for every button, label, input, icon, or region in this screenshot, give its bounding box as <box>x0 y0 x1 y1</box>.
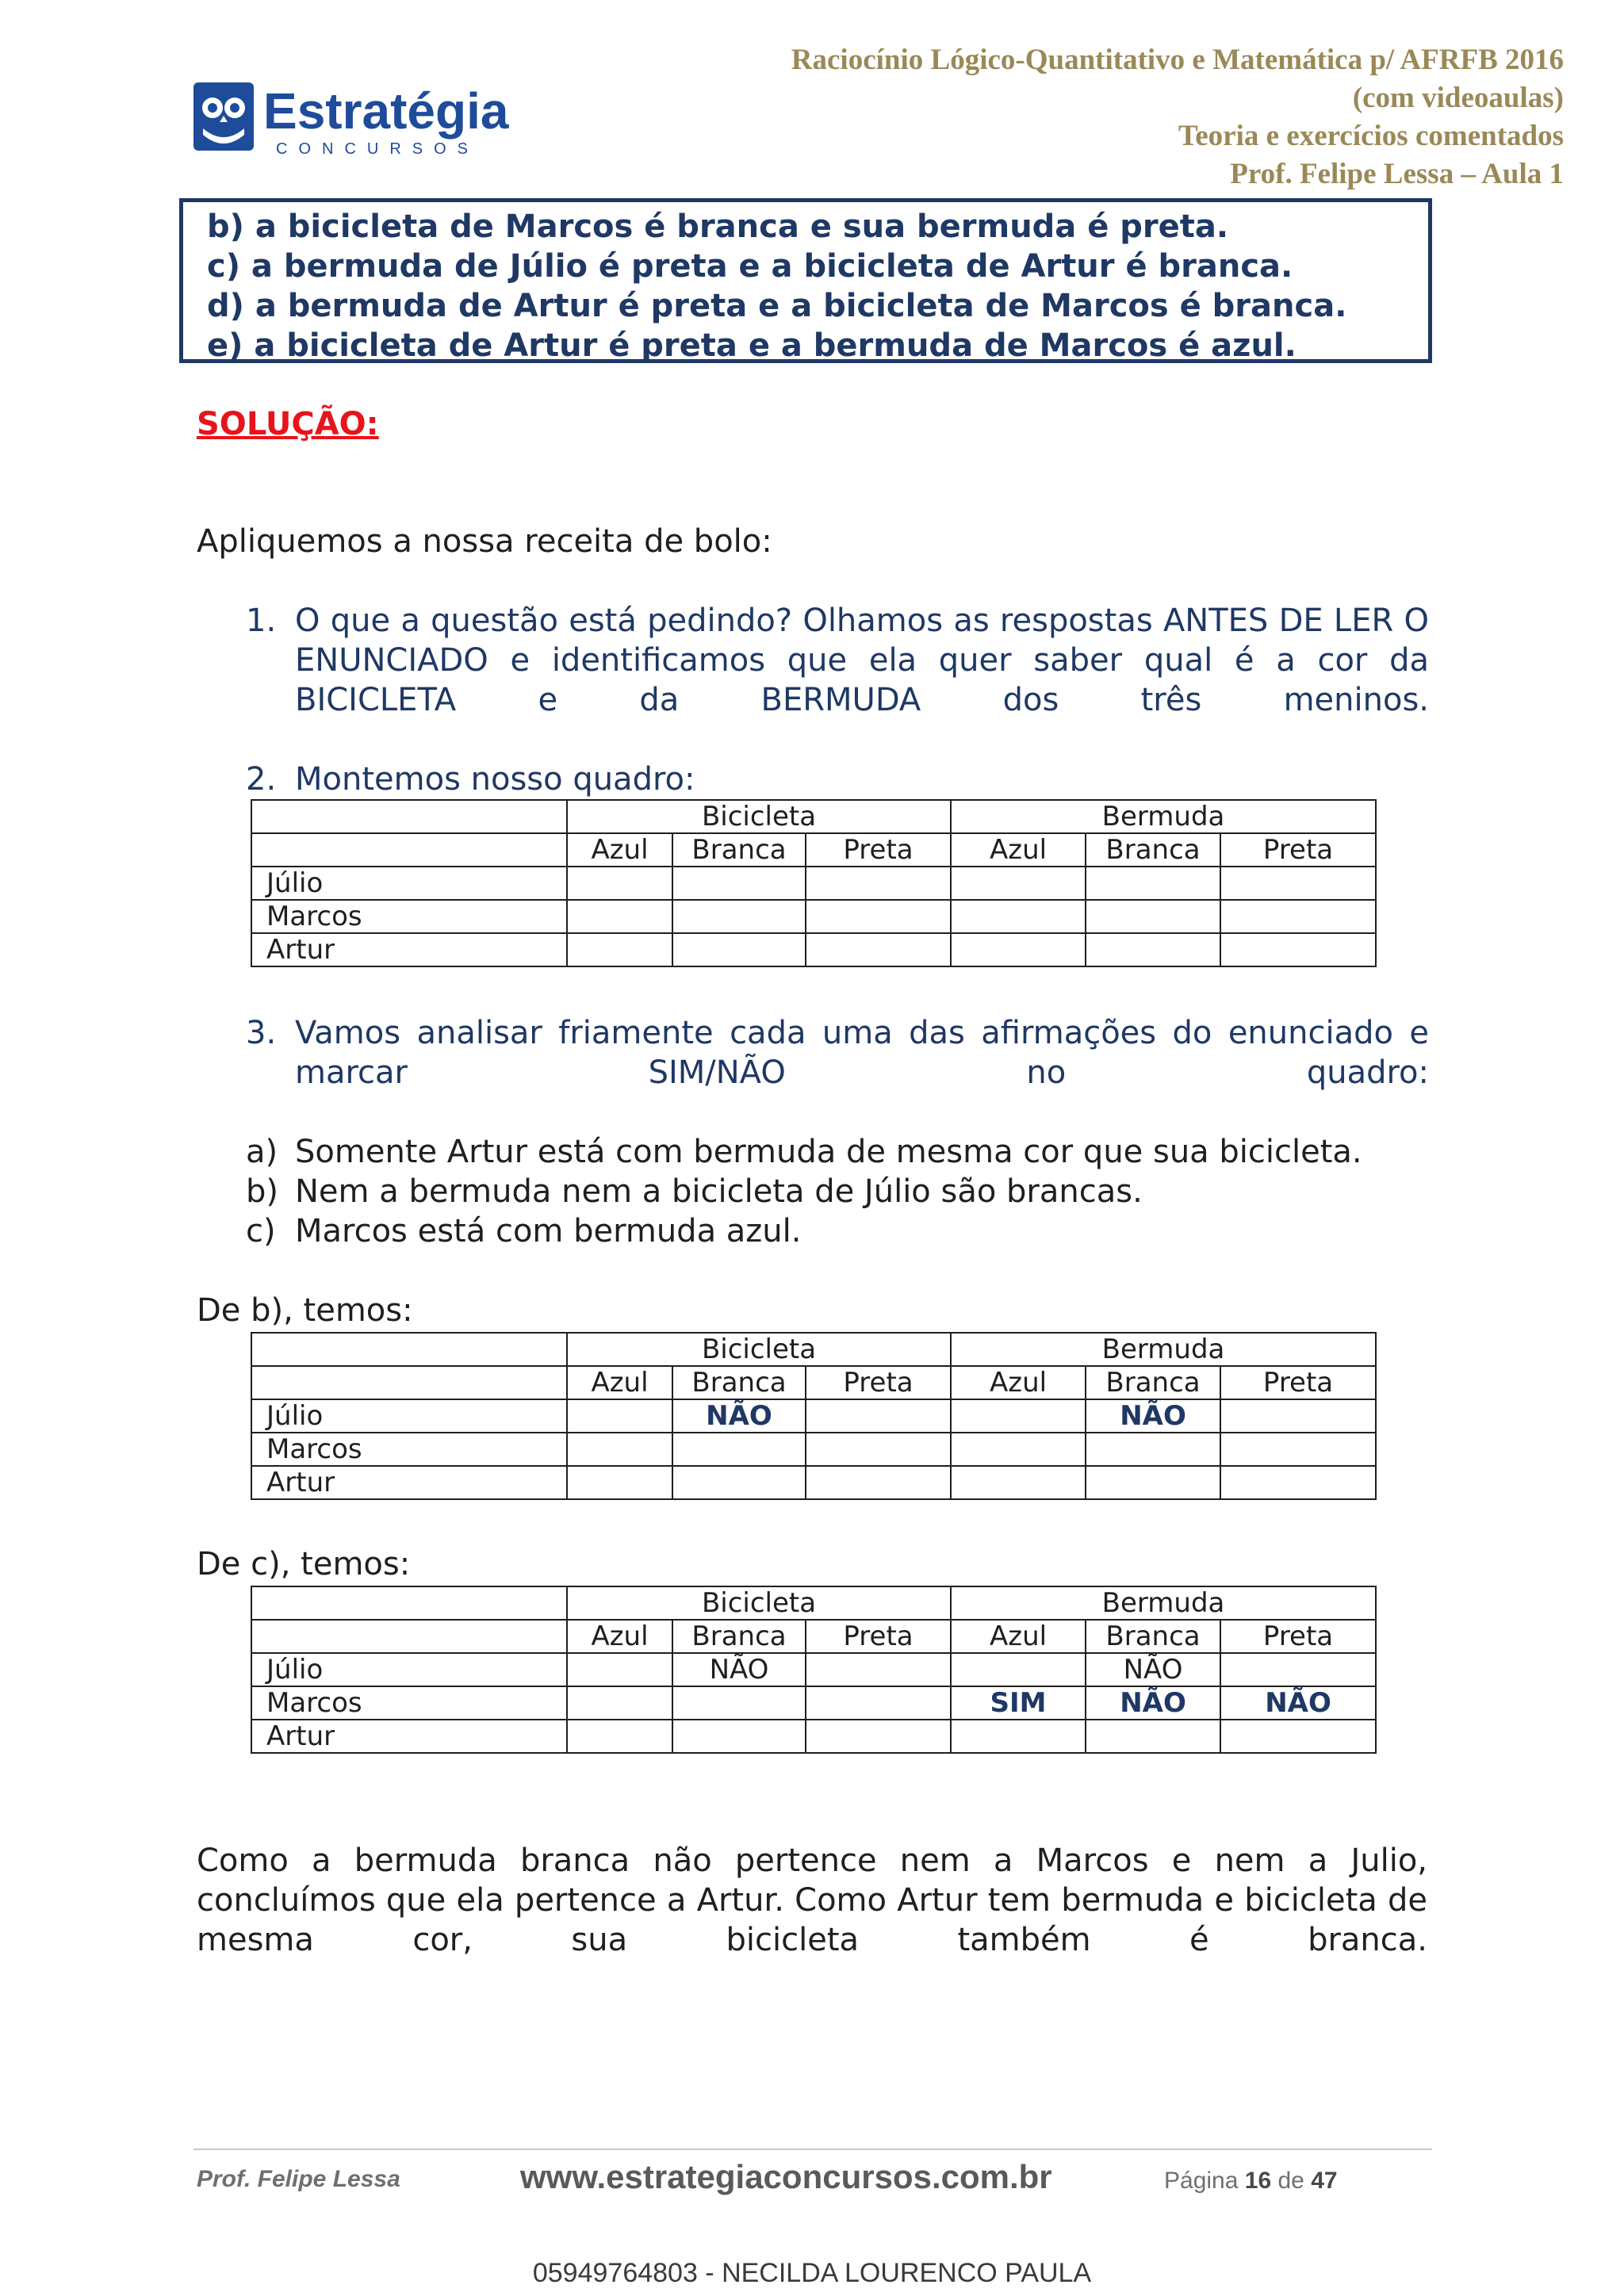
statement-b-text: Nem a bermuda nem a bicicleta de Júlio são brancas. <box>295 1173 1143 1210</box>
col-header: Azul <box>567 1620 672 1653</box>
row-name: Artur <box>251 1720 567 1753</box>
col-header: Branca <box>672 1366 806 1399</box>
step1-text: O que a questão está pedindo? Olhamos as respostas ANTES DE LER O ENUNCIADO e identificamos que ela quer saber qual é a cor da BICICLETA e da BERMUDA dos três meninos. <box>295 603 1429 718</box>
table-row <box>251 1466 1376 1499</box>
option-d: d) a bermuda de Artur é preta e a bicicleta de Marcos é branca. <box>207 288 1347 324</box>
footer-website-link[interactable]: www.estrategiaconcursos.com.br <box>520 2158 1052 2195</box>
row-name: Marcos <box>251 1433 567 1466</box>
document-header <box>612 41 1564 193</box>
header-bermuda: Bermuda <box>951 800 1376 833</box>
statement-a-letter: a) <box>246 1134 278 1170</box>
table-row: Júlio NÃO NÃO <box>251 1653 1376 1686</box>
header-bermuda: Bermuda <box>951 1333 1376 1366</box>
step1-number: 1. <box>246 603 277 639</box>
col-header: Branca <box>1086 1620 1220 1653</box>
step3-number: 3. <box>246 1015 277 1051</box>
header-bicicleta: Bicicleta <box>567 1586 951 1620</box>
table-row <box>251 1433 1376 1466</box>
col-header: Preta <box>1220 1366 1376 1399</box>
row-name: Marcos <box>251 900 567 933</box>
footer-page-number: Página 16 de 47 <box>1164 2168 1338 2194</box>
header-bicicleta: Bicicleta <box>567 1333 951 1366</box>
row-name: Júlio <box>251 867 567 900</box>
table-row <box>251 1720 1376 1753</box>
col-header: Branca <box>1086 833 1220 867</box>
col-header: Branca <box>672 833 806 867</box>
intro-text: Apliquemos a nossa receita de bolo: <box>197 523 772 560</box>
row-name: Artur <box>251 1466 567 1499</box>
option-b: b) a bicicleta de Marcos é branca e sua bermuda é preta. <box>207 209 1229 245</box>
header-content-type: Teoria e exercícios comentados <box>1178 120 1564 152</box>
col-header: Preta <box>806 1366 951 1399</box>
col-header: Azul <box>567 1366 672 1399</box>
header-course-title: Raciocínio Lógico-Quantitativo e Matemática p/ AFRFB 2016 <box>791 44 1564 76</box>
statement-c-letter: c) <box>246 1213 276 1249</box>
statement-b-letter: b) <box>246 1173 278 1210</box>
grid-table-after-b <box>251 1332 1377 1500</box>
from-c-label: De c), temos: <box>197 1546 411 1582</box>
header-professor-lesson: Prof. Felipe Lessa – Aula 1 <box>1230 158 1564 190</box>
header-course-subtitle: (com videoaulas) <box>1352 82 1564 114</box>
footer-divider <box>193 2149 1432 2150</box>
step3-text: Vamos analisar friamente cada uma das afirmações do enunciado e marcar SIM/NÃO no quadro: <box>295 1015 1429 1091</box>
table-row: Júlio NÃO NÃO <box>251 1399 1376 1433</box>
footer-watermark: 05949764803 - NECILDA LOURENCO PAULA <box>532 2258 1092 2288</box>
table-row <box>251 933 1376 966</box>
col-header: Azul <box>951 1366 1086 1399</box>
col-header: Preta <box>806 833 951 867</box>
col-header: Preta <box>1220 1620 1376 1653</box>
empty-grid-table <box>251 799 1377 967</box>
header-bicicleta: Bicicleta <box>567 800 951 833</box>
row-name: Marcos <box>251 1686 567 1720</box>
col-header: Azul <box>567 833 672 867</box>
col-header: Azul <box>951 1620 1086 1653</box>
row-name: Artur <box>251 933 567 966</box>
option-c: c) a bermuda de Júlio é preta e a bicicleta de Artur é branca. <box>207 248 1293 285</box>
col-header: Azul <box>951 833 1086 867</box>
conclusion-paragraph: Como a bermuda branca não pertence nem a Marcos e nem a Julio, concluímos que ela pertence a Artur. Como Artur tem bermuda e bicicleta de mesma cor, sua bicicleta também é branca. <box>197 1843 1427 1958</box>
statement-c-text: Marcos está com bermuda azul. <box>295 1213 802 1249</box>
table-row <box>251 900 1376 933</box>
footer-author: Prof. Felipe Lessa <box>197 2166 400 2192</box>
step2-text: Montemos nosso quadro: <box>295 761 695 798</box>
header-bermuda: Bermuda <box>951 1586 1376 1620</box>
option-e: e) a bicicleta de Artur é preta e a bermuda de Marcos é azul. <box>207 327 1297 364</box>
col-header: Preta <box>806 1620 951 1653</box>
logo-subtitle: CONCURSOS <box>276 140 480 158</box>
from-b-label: De b), temos: <box>197 1292 413 1329</box>
question-options-box <box>179 198 1432 363</box>
logo-name: Estratégia <box>263 82 509 140</box>
statement-a-text: Somente Artur está com bermuda de mesma cor que sua bicicleta. <box>295 1134 1362 1170</box>
estrategia-logo <box>193 79 566 159</box>
col-header: Preta <box>1220 833 1376 867</box>
grid-table-after-c <box>251 1586 1377 1754</box>
solution-heading: SOLUÇÃO: <box>197 406 379 442</box>
step2-number: 2. <box>246 761 277 798</box>
table-row <box>251 867 1376 900</box>
col-header: Branca <box>672 1620 806 1653</box>
table-row: Marcos SIM NÃO NÃO <box>251 1686 1376 1720</box>
col-header: Branca <box>1086 1366 1220 1399</box>
row-name: Júlio <box>251 1653 567 1686</box>
row-name: Júlio <box>251 1399 567 1433</box>
